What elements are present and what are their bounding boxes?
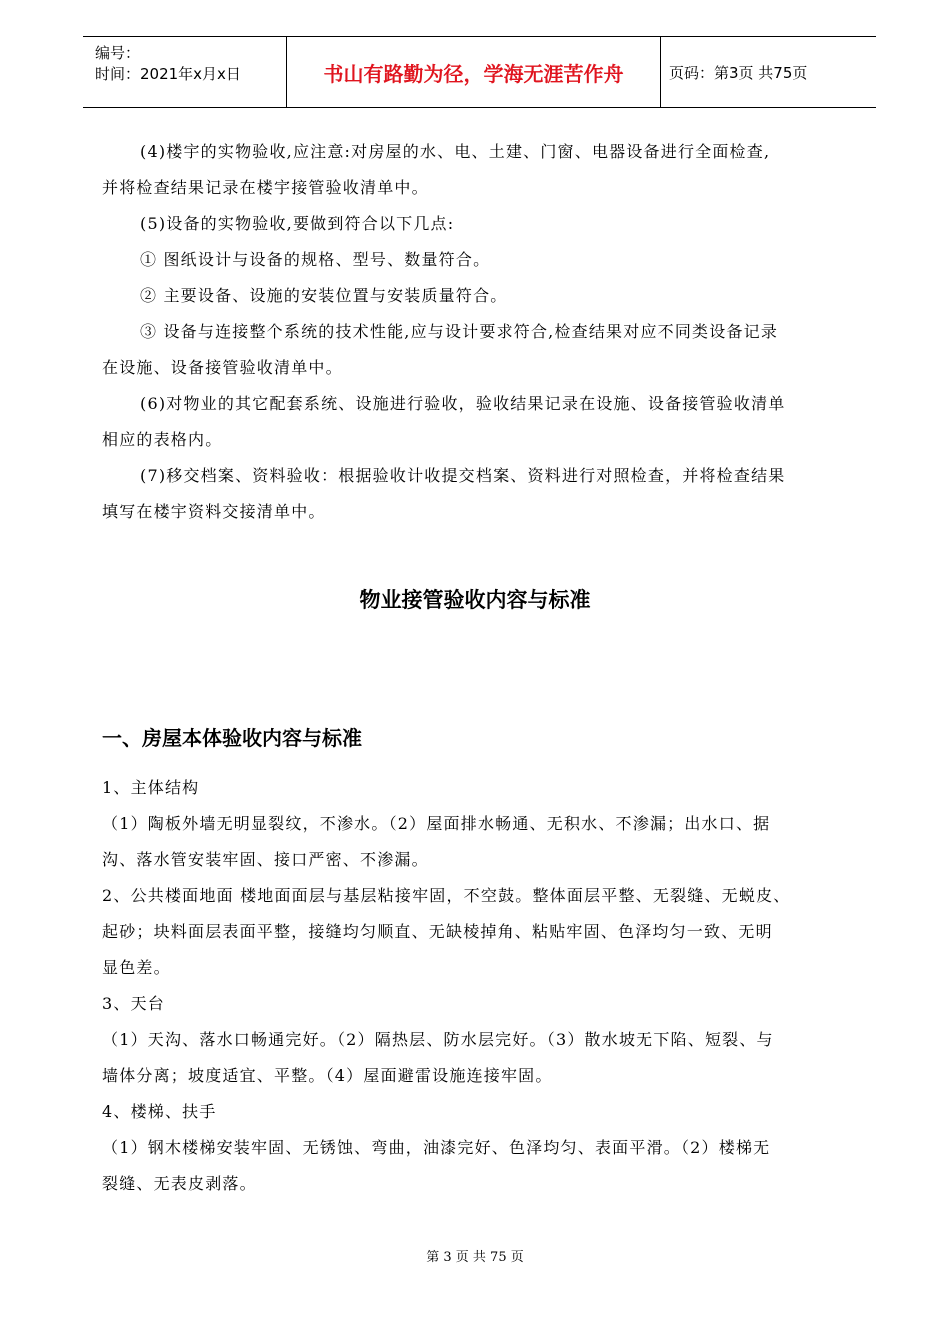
paragraph-line: (7)移交档案、资料验收：根据验收计收提交档案、资料进行对照检查，并将检查结果 — [140, 466, 786, 485]
body-line: 沟、落水管安装牢固、接口严密、不渗漏。 — [102, 850, 429, 869]
paragraph-line: ③ 设备与连接整个系统的技术性能,应与设计要求符合,检查结果对应不同类设备记录 — [140, 322, 779, 341]
doc-title: 物业接管验收内容与标准 — [359, 588, 591, 612]
time-label: 时间：2021年x月x日 — [95, 65, 241, 83]
paragraph-line: 并将检查结果记录在楼宇接管验收清单中。 — [102, 178, 429, 197]
paragraph-line: (4)楼宇的实物验收,应注意:对房屋的水、电、土建、门窗、电器设备进行全面检查, — [140, 142, 771, 161]
body-line: 起砂；块料面层表面平整，接缝均匀顺直、无缺棱掉角、粘贴牢固、色泽均匀一致、无明 — [102, 922, 773, 941]
header-page-label: 页码：第3页 共75页 — [669, 63, 808, 82]
body-line: （1）钢木楼梯安装牢固、无锈蚀、弯曲，油漆完好、色泽均匀、表面平滑。（2）楼梯无 — [102, 1138, 771, 1157]
header-motto: 书山有路勤为径，学海无涯苦作舟 — [287, 37, 661, 107]
paragraph-line: 在设施、设备接管验收清单中。 — [102, 358, 343, 377]
header-table — [83, 36, 876, 108]
section-heading: 一、房屋本体验收内容与标准 — [102, 726, 362, 750]
header-meta — [83, 37, 287, 107]
paragraph-line: 相应的表格内。 — [102, 430, 223, 449]
paragraph-line: ② 主要设备、设施的安装位置与安装质量符合。 — [140, 286, 508, 305]
body-line: 裂缝、无表皮剥落。 — [102, 1174, 257, 1193]
top-paragraphs — [102, 134, 862, 530]
paragraph-line: (6)对物业的其它配套系统、设施进行验收，验收结果记录在设施、设备接管验收清单 — [140, 394, 786, 413]
number-label: 编号： — [95, 44, 141, 62]
paragraph-line: (5)设备的实物验收,要做到符合以下几点: — [140, 214, 455, 233]
body-section — [102, 770, 862, 1202]
body-line: 显色差。 — [102, 958, 171, 977]
paragraph-line: ① 图纸设计与设备的规格、型号、数量符合。 — [140, 250, 491, 269]
body-line: 1、主体结构 — [102, 778, 200, 797]
body-line: （1）天沟、落水口畅通完好。（2）隔热层、防水层完好。（3）散水坡无下陷、短裂、与 — [102, 1030, 774, 1049]
body-line: 2、公共楼面地面 楼地面面层与基层粘接牢固，不空鼓。整体面层平整、无裂缝、无蜕皮、 — [102, 886, 791, 905]
body-line: 4、楼梯、扶手 — [102, 1102, 217, 1121]
paragraph-line: 填写在楼宇资料交接清单中。 — [102, 502, 326, 521]
body-line: 3、天台 — [102, 994, 165, 1013]
body-line: 墙体分离；坡度适宜、平整。（4）屋面避雷设施连接牢固。 — [102, 1066, 553, 1085]
body-line: （1）陶板外墙无明显裂纹，不渗水。（2）屋面排水畅通、无积水、不渗漏；出水口、据 — [102, 814, 771, 833]
page-footer: 第 3 页 共 75 页 — [426, 1250, 524, 1265]
